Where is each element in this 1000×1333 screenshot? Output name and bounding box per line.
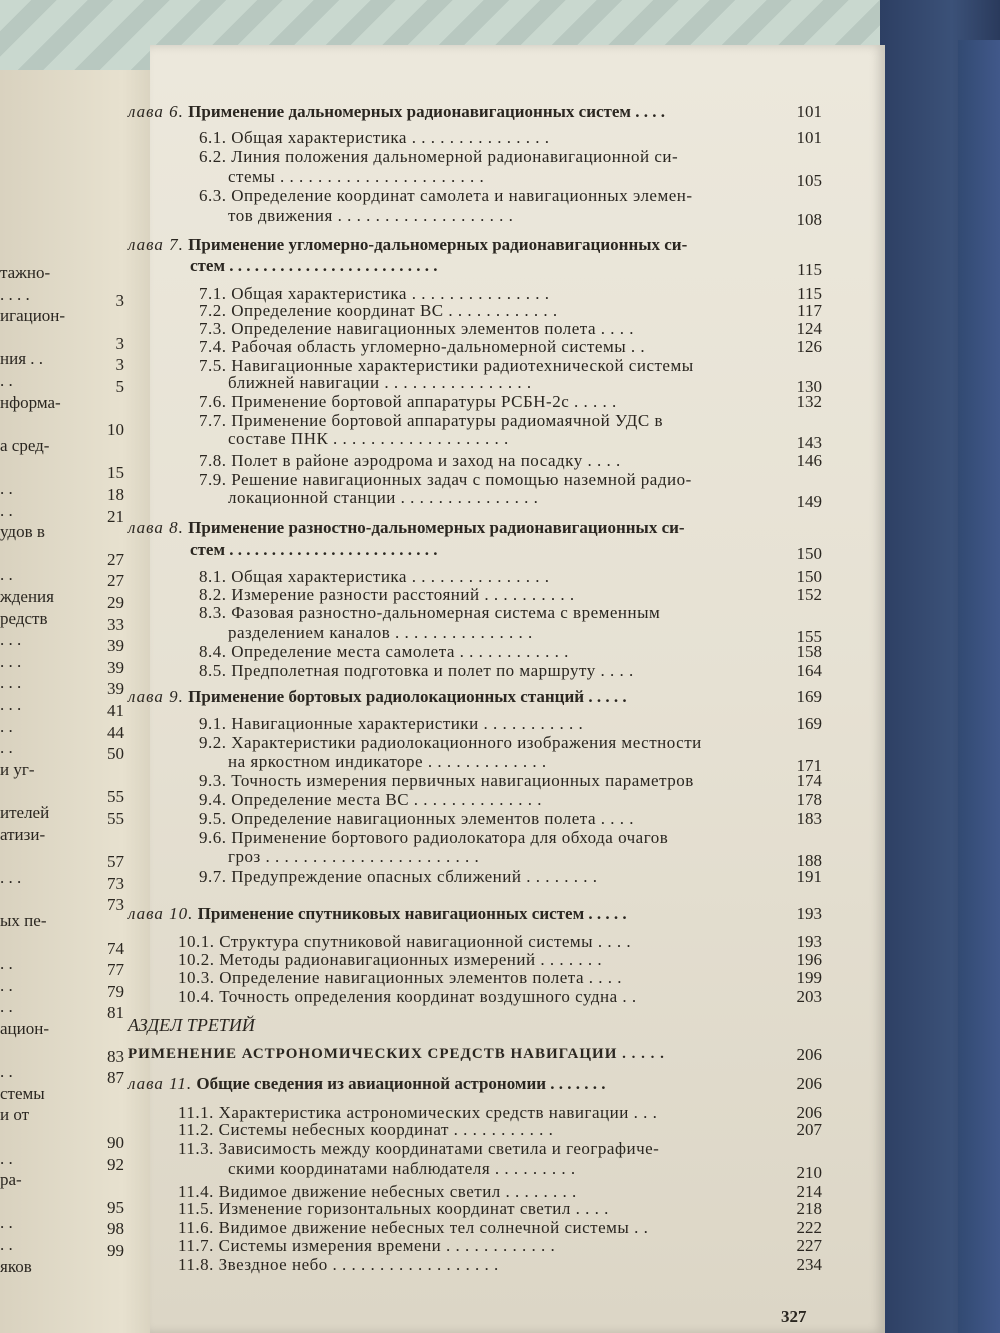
item-number: 9.5. xyxy=(199,809,227,828)
item-title: Рабочая область угломерно-дальномерной системы . . xyxy=(231,337,646,356)
item-number: 8.3. xyxy=(199,603,227,622)
toc-page-number: 126 xyxy=(796,337,822,356)
left-page-fragment: яков xyxy=(0,1256,32,1276)
item-number: 9.7. xyxy=(199,867,227,886)
chapter-title: Применение спутниковых навигационных систем . . . . . xyxy=(197,904,627,923)
item-number: 7.5. xyxy=(199,356,227,375)
left-page-number: 57 xyxy=(107,852,124,872)
toc-page-number: 203 xyxy=(796,987,822,1006)
item-title: Общая характеристика . . . . . . . . . . . . . . . xyxy=(231,284,550,303)
part-heading: АЗДЕЛ ТРЕТИЙ xyxy=(128,1015,255,1035)
item-number: 7.9. xyxy=(199,470,227,489)
item-title: Применение бортового радиолокатора для обхода очагов xyxy=(231,828,669,847)
item-title: Измерение разности расстояний . . . . . . . . . . xyxy=(231,585,575,604)
left-page-fragment: . . xyxy=(0,954,13,974)
toc-page-number: 101 xyxy=(796,128,822,147)
item-number: 7.6. xyxy=(199,392,227,411)
item-title: Определение навигационных элементов полета . . . . xyxy=(231,319,634,338)
left-page-number: 50 xyxy=(107,744,124,764)
toc-chapter xyxy=(128,519,685,537)
left-page-fragment: ния . . xyxy=(0,349,44,369)
item-title: Определение места самолета . . . . . . . . . . . . xyxy=(231,642,569,661)
toc-page-number: 218 xyxy=(796,1199,822,1218)
toc-item xyxy=(199,302,558,320)
item-number: 9.2. xyxy=(199,733,227,752)
toc-item xyxy=(178,933,631,951)
toc-item xyxy=(199,320,634,338)
item-number: 6.2. xyxy=(199,147,227,166)
item-number: 8.5. xyxy=(199,661,227,680)
chapter-prefix: лава 10. xyxy=(128,904,194,923)
toc-item-continuation: на яркостном индикаторе . . . . . . . . . . . . . xyxy=(228,752,547,771)
toc-item-continuation: разделением каналов . . . . . . . . . . . . . . . xyxy=(228,623,533,642)
toc-page-number: 206 xyxy=(796,1074,822,1093)
left-page-fragment: . . . xyxy=(0,695,22,714)
left-page-fragment: . . xyxy=(0,997,13,1017)
left-page-fragment: . . xyxy=(0,565,13,585)
toc-item xyxy=(199,772,694,790)
toc-item xyxy=(199,715,583,733)
toc-page-number: 174 xyxy=(796,771,822,790)
toc-chapter-continuation: стем . . . . . . . . . . . . . . . . . . . . . . . . . xyxy=(190,540,438,559)
chapter-title: Общие сведения из авиационной астрономии . . . . . . . xyxy=(196,1074,606,1093)
left-page-number: 15 xyxy=(107,463,124,483)
left-page-fragment: стемы xyxy=(0,1083,45,1103)
item-number: 11.3. xyxy=(178,1139,214,1158)
toc-page-number: 132 xyxy=(796,392,822,411)
item-number: 7.8. xyxy=(199,451,227,470)
toc-page-number: 234 xyxy=(796,1255,822,1274)
left-page-fragment: . . xyxy=(0,479,13,498)
item-number: 7.1. xyxy=(199,284,227,303)
left-page-fragment: . . . xyxy=(0,651,22,671)
toc-chapter xyxy=(128,688,627,706)
toc-page-number: 206 xyxy=(796,1045,822,1064)
item-number: 10.3. xyxy=(178,968,215,987)
toc-page-number: 193 xyxy=(796,904,822,923)
item-number: 8.2. xyxy=(199,585,227,604)
left-page-fragment: ых пе- xyxy=(0,911,47,930)
toc-page-number: 169 xyxy=(796,687,822,706)
left-page-number: 74 xyxy=(107,938,124,958)
toc-page-number: 222 xyxy=(796,1218,822,1237)
toc-item xyxy=(199,338,645,356)
toc-page-number: 115 xyxy=(797,260,822,279)
left-page-fragment: . . xyxy=(0,1213,13,1233)
toc-page-number: 169 xyxy=(796,714,822,733)
left-page-number: 27 xyxy=(107,549,124,569)
chapter-title: Применение дальномерных радионавигационных систем . . . . xyxy=(188,102,666,121)
toc-item xyxy=(199,604,660,622)
left-page-number: 83 xyxy=(107,1046,124,1066)
toc-page-number: 207 xyxy=(796,1120,822,1139)
chapter-prefix: лава 11. xyxy=(128,1074,193,1093)
item-title: Линия положения дальномерной радионавигационной си- xyxy=(231,147,679,166)
left-page-number: 3 xyxy=(115,333,124,353)
item-title: Определение места ВС . . . . . . . . . . . . . . xyxy=(231,790,543,809)
item-title: Применение бортовой аппаратуры РСБН-2с . . . . . xyxy=(231,392,617,411)
item-number: 11.8. xyxy=(178,1255,214,1274)
item-title: Предупреждение опасных сближений . . . . . . . . xyxy=(231,867,598,886)
toc-item-continuation: стемы . . . . . . . . . . . . . . . . . . . . . . xyxy=(228,167,485,186)
item-number: 9.1. xyxy=(199,714,227,733)
left-page-number: 55 xyxy=(107,787,124,807)
toc-item xyxy=(199,829,668,847)
toc-page-number: 150 xyxy=(796,567,822,586)
toc-item xyxy=(199,643,569,661)
page-number: 327 xyxy=(781,1307,807,1326)
toc-page-number: 105 xyxy=(796,171,822,190)
toc-page-number: 149 xyxy=(796,492,822,511)
item-title: Определение координат ВС . . . . . . . . . . . . xyxy=(231,301,558,320)
item-number: 9.3. xyxy=(199,771,227,790)
item-title: Навигационные характеристики радиотехнической системы xyxy=(231,356,694,375)
left-page-fragment: ителей xyxy=(0,803,50,822)
toc-item xyxy=(199,129,549,147)
toc-item xyxy=(178,951,602,969)
left-page-number: 3 xyxy=(115,355,124,375)
item-number: 9.4. xyxy=(199,790,227,809)
item-number: 11.2. xyxy=(178,1120,214,1139)
item-number: 8.4. xyxy=(199,642,227,661)
left-page-fragment: . . xyxy=(0,500,13,520)
toc-page-number: 196 xyxy=(796,950,822,969)
toc-item xyxy=(199,393,617,411)
item-title: Характеристики радиолокационного изображения местности xyxy=(231,733,702,752)
toc-item xyxy=(199,148,678,166)
item-title: Видимое движение небесных светил . . . . . . . . xyxy=(218,1182,577,1201)
item-number: 11.1. xyxy=(178,1103,214,1122)
toc-page-number: 117 xyxy=(797,301,822,320)
left-page-number: 79 xyxy=(107,981,124,1001)
left-page-number: 41 xyxy=(107,701,124,720)
left-page-fragment: . . xyxy=(0,738,13,758)
toc-chapter xyxy=(128,103,665,121)
left-page-fragment: нформа- xyxy=(0,392,61,412)
left-page-fragment: . . xyxy=(0,716,13,736)
toc-item xyxy=(199,586,575,604)
item-number: 8.1. xyxy=(199,567,227,586)
item-title: Системы небесных координат . . . . . . . . . . . xyxy=(218,1120,554,1139)
left-page-number: 3 xyxy=(115,290,124,310)
item-number: 6.3. xyxy=(199,186,227,205)
item-title: Навигационные характеристики . . . . . . . . . . . xyxy=(231,714,584,733)
chapter-title: Применение угломерно-дальномерных радионавигационных си- xyxy=(188,235,688,254)
left-page-fragment: и уг- xyxy=(0,759,35,779)
left-page-fragment: игацион- xyxy=(0,306,66,326)
toc-page-number: 193 xyxy=(796,932,822,951)
left-page-number: 33 xyxy=(107,614,124,634)
toc-item xyxy=(199,452,621,470)
left-page-number: 27 xyxy=(107,571,124,591)
item-title: Видимое движение небесных тел солнечной системы . . xyxy=(218,1218,649,1237)
left-page-number: 10 xyxy=(107,420,124,440)
item-number: 7.7. xyxy=(199,411,227,430)
left-page-fragment: . . xyxy=(0,975,13,995)
item-title: Применение бортовой аппаратуры радиомаячной УДС в xyxy=(231,411,663,430)
toc-item xyxy=(178,1200,609,1218)
toc-page-number: 143 xyxy=(796,433,822,452)
toc-item xyxy=(199,810,634,828)
left-page-fragment: . . xyxy=(0,371,13,390)
left-page-fragment: и от xyxy=(0,1105,30,1125)
toc-page-number: 214 xyxy=(796,1182,822,1201)
toc-page-number: 199 xyxy=(796,968,822,987)
item-number: 7.3. xyxy=(199,319,227,338)
toc-item xyxy=(178,1237,555,1255)
toc-item-continuation: скими координатами наблюдателя . . . . . . . . . xyxy=(228,1159,576,1178)
chapter-title: Применение разностно-дальномерных радионавигационных си- xyxy=(188,518,685,537)
left-page-fragment: . . xyxy=(0,1062,13,1082)
left-page-fragment: . . . xyxy=(0,867,22,887)
left-page-number: 98 xyxy=(107,1219,124,1239)
chapter-prefix: лава 9. xyxy=(128,687,184,706)
left-page-fragment: ждения xyxy=(0,587,54,606)
item-title: Полет в районе аэродрома и заход на посадку . . . . xyxy=(231,451,621,470)
toc-page-number: 130 xyxy=(796,377,822,396)
chapter-prefix: лава 8. xyxy=(128,518,184,537)
left-page-number: 87 xyxy=(107,1068,124,1088)
item-number: 10.2. xyxy=(178,950,215,969)
toc-page-number: 155 xyxy=(796,627,822,646)
left-page-number: 18 xyxy=(107,485,124,504)
item-title: Характеристика астрономических средств навигации . . . xyxy=(218,1103,658,1122)
toc-page-number: 171 xyxy=(796,756,822,775)
toc-page-number: 124 xyxy=(796,319,822,338)
left-page-number: 95 xyxy=(107,1197,124,1217)
item-number: 10.4. xyxy=(178,987,215,1006)
chapter-prefix: лава 7. xyxy=(128,235,184,254)
left-page-number: 77 xyxy=(107,960,124,980)
book-cover-edge xyxy=(958,40,1000,1333)
toc-page-number: 152 xyxy=(796,585,822,604)
left-page-fragment: . . xyxy=(0,1148,13,1168)
left-page-fragment: . . xyxy=(0,1235,13,1254)
toc-item xyxy=(178,1121,553,1139)
toc-item xyxy=(199,662,634,680)
left-page-number: 73 xyxy=(107,895,124,915)
item-title: Методы радионавигационных измерений . . . . . . . xyxy=(219,950,603,969)
item-title: Общая характеристика . . . . . . . . . . . . . . . xyxy=(231,128,550,147)
toc-page-number: 101 xyxy=(796,102,822,121)
toc-page-number: 115 xyxy=(797,284,822,303)
left-page-number: 55 xyxy=(107,809,124,828)
toc-item xyxy=(199,568,549,586)
toc-page-number: 150 xyxy=(796,544,822,563)
item-number: 7.2. xyxy=(199,301,227,320)
item-title: Решение навигационных задач с помощью наземной радио- xyxy=(231,470,692,489)
chapter-prefix: лава 6. xyxy=(128,102,184,121)
left-page-number: 81 xyxy=(107,1003,124,1023)
item-number: 11.4. xyxy=(178,1182,214,1201)
item-title: Определение навигационных элементов полета . . . . xyxy=(219,968,622,987)
left-page-number: 92 xyxy=(107,1154,124,1174)
left-page-number: 44 xyxy=(107,722,124,742)
left-page-number: 90 xyxy=(107,1133,124,1152)
toc-item-continuation: ближней навигации . . . . . . . . . . . . . . . . xyxy=(228,373,532,392)
part-title: РИМЕНЕНИЕ АСТРОНОМИЧЕСКИХ СРЕДСТВ НАВИГАЦИИ . . . . . xyxy=(128,1046,665,1062)
left-page-fragment: ацион- xyxy=(0,1019,49,1038)
left-page-number: 39 xyxy=(107,636,124,656)
item-title: Общая характеристика . . . . . . . . . . . . . . . xyxy=(231,567,550,586)
item-title: Зависимость между координатами светила и географиче- xyxy=(218,1139,660,1158)
item-title: Системы измерения времени . . . . . . . . . . . . xyxy=(218,1236,556,1255)
toc-item xyxy=(199,412,663,430)
left-page-number: 21 xyxy=(107,506,124,526)
toc-item-continuation: составе ПНК . . . . . . . . . . . . . . . . . . . xyxy=(228,429,509,448)
toc-page-number: 191 xyxy=(796,867,822,886)
toc-chapter xyxy=(128,236,687,254)
toc-item-continuation: гроз . . . . . . . . . . . . . . . . . . . . . . . xyxy=(228,847,480,866)
toc-page-number: 108 xyxy=(796,210,822,229)
toc-chapter xyxy=(128,905,627,923)
item-number: 11.6. xyxy=(178,1218,214,1237)
toc-chapter-continuation: стем . . . . . . . . . . . . . . . . . . . . . . . . . xyxy=(190,256,438,275)
toc-item xyxy=(178,1219,648,1237)
item-title: Предполетная подготовка и полет по маршруту . . . . xyxy=(231,661,634,680)
left-page-fragment: . . . . xyxy=(0,284,30,304)
item-number: 9.6. xyxy=(199,828,227,847)
item-title: Фазовая разностно-дальномерная система с временным xyxy=(231,603,661,622)
left-page-fragment: тажно- xyxy=(0,263,51,282)
left-page-fragment: . . . xyxy=(0,673,22,693)
chapter-title: Применение бортовых радиолокационных станций . . . . . xyxy=(188,687,627,706)
toc-page-number: 183 xyxy=(796,809,822,828)
left-page-number: 73 xyxy=(107,873,124,893)
item-title: Определение координат самолета и навигационных элемен- xyxy=(231,186,693,205)
toc-item xyxy=(178,1256,499,1274)
left-page-fragment: атизи- xyxy=(0,824,46,844)
item-number: 10.1. xyxy=(178,932,215,951)
toc-page-number: 188 xyxy=(796,851,822,870)
item-title: Структура спутниковой навигационной системы . . . . xyxy=(219,932,632,951)
left-page-fragment: удов в xyxy=(0,522,45,542)
toc-item xyxy=(199,868,597,886)
toc-page-number: 146 xyxy=(796,451,822,470)
item-title: Точность измерения первичных навигационных параметров xyxy=(231,771,694,790)
toc-page-number: 210 xyxy=(796,1163,822,1182)
item-number: 7.4. xyxy=(199,337,227,356)
toc-item xyxy=(199,471,692,489)
left-page-number: 39 xyxy=(107,657,124,677)
toc-item xyxy=(199,187,693,205)
left-page-number: 99 xyxy=(107,1241,124,1260)
toc-page-number: 206 xyxy=(796,1103,822,1122)
toc-item xyxy=(178,1140,659,1158)
left-page-fragment: редств xyxy=(0,608,48,628)
item-title: Звездное небо . . . . . . . . . . . . . . . . . . xyxy=(218,1255,499,1274)
toc-page-number: 158 xyxy=(796,642,822,661)
left-page-number: 39 xyxy=(107,679,124,699)
item-title: Определение навигационных элементов полета . . . . xyxy=(231,809,634,828)
toc-page-number: 164 xyxy=(796,661,822,680)
item-number: 11.7. xyxy=(178,1236,214,1255)
left-page-fragment: . . . xyxy=(0,630,22,650)
toc-item xyxy=(178,969,622,987)
toc-item-continuation: локационной станции . . . . . . . . . . . . . . . xyxy=(228,488,539,507)
toc-item xyxy=(178,988,637,1006)
item-number: 6.1. xyxy=(199,128,227,147)
left-page-fragment: а сред- xyxy=(0,435,50,455)
left-page-fragment: ра- xyxy=(0,1170,22,1190)
toc-page-number: 178 xyxy=(796,790,822,809)
toc-item xyxy=(199,791,542,809)
item-title: Изменение горизонтальных координат светил . . . . xyxy=(218,1199,609,1218)
toc-page-number: 227 xyxy=(796,1236,822,1255)
toc-item-continuation: тов движения . . . . . . . . . . . . . . . . . . . xyxy=(228,206,514,225)
item-title: Точность определения координат воздушного судна . . xyxy=(219,987,637,1006)
toc-chapter xyxy=(128,1075,606,1093)
left-page-number: 5 xyxy=(115,377,124,396)
left-page-number: 29 xyxy=(107,593,124,612)
toc-item xyxy=(199,734,702,752)
item-number: 11.5. xyxy=(178,1199,214,1218)
